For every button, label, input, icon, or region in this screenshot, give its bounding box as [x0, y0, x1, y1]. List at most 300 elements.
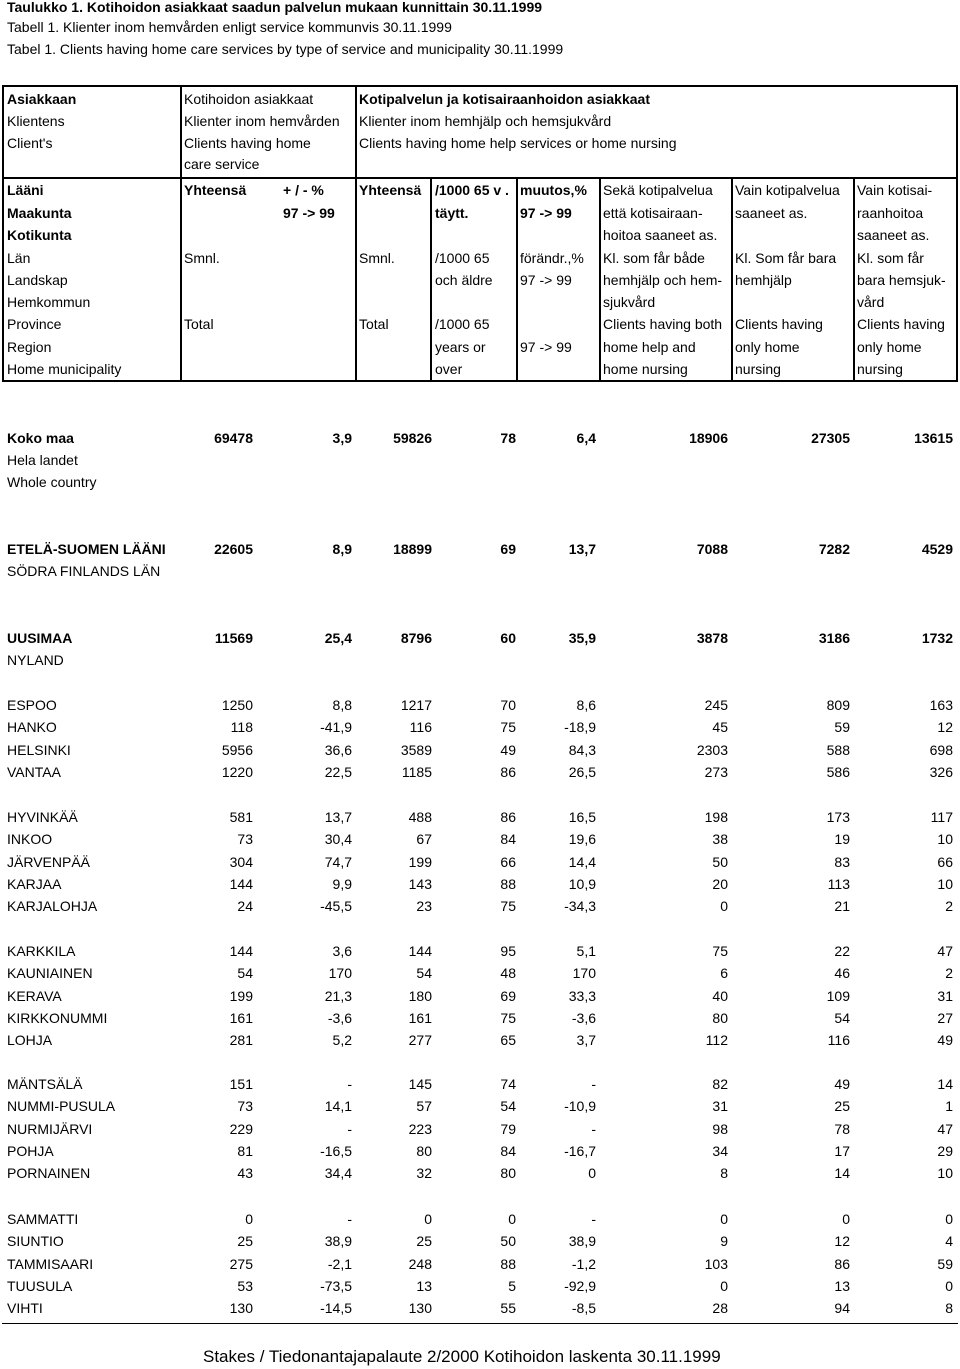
row-value: 60: [500, 630, 516, 646]
subheader-cell: Home municipality: [7, 361, 122, 377]
table-cell: 1250: [221, 697, 253, 713]
footer-border: [2, 1323, 958, 1324]
table-cell: 6: [720, 965, 728, 982]
table-cell: 118: [230, 719, 253, 736]
table-row-label: HELSINKI: [7, 741, 71, 758]
table-cell: 161: [229, 1009, 253, 1026]
table-cell: 50: [500, 1233, 516, 1250]
header-left-border: [2, 85, 4, 382]
table-cell: 38,9: [324, 1233, 352, 1250]
table-cell: 19,6: [568, 831, 596, 848]
table-cell: 13,7: [324, 809, 352, 825]
subheader-cell: Hemkommun: [7, 294, 91, 310]
subheader-cell: muutos,%: [520, 182, 587, 198]
table-cell: 79: [500, 1120, 516, 1137]
table-cell: 1: [945, 1098, 953, 1115]
table-cell: 2: [945, 965, 953, 982]
table-cell: 88: [500, 1255, 516, 1272]
table-cell: 1220: [221, 763, 253, 780]
subheader-cell: /1000 65: [435, 316, 490, 332]
table-cell: 86: [500, 763, 516, 780]
row-value: 22605: [214, 541, 253, 557]
table-cell: 173: [826, 809, 850, 825]
table-cell: 2: [945, 898, 953, 915]
subheader-cell: Kotikunta: [7, 227, 72, 243]
subheader-cell: Yhteensä: [184, 182, 247, 198]
table-cell: -: [591, 1211, 596, 1227]
row-value: 3,9: [332, 430, 352, 446]
table-cell: 9: [720, 1233, 728, 1250]
row-value: 13615: [914, 430, 953, 446]
table-cell: 0: [945, 1277, 953, 1294]
table-cell: -16,5: [320, 1142, 352, 1159]
table-cell: 10: [937, 1165, 953, 1182]
table-cell: 54: [834, 1009, 850, 1026]
table-cell: 103: [704, 1255, 728, 1272]
table-cell: 86: [500, 809, 516, 825]
subheader-cell: Total: [184, 316, 214, 332]
table-cell: 10: [937, 875, 953, 892]
table-cell: 8: [720, 1165, 728, 1182]
subheader-cell: Vain kotipalvelua: [735, 182, 840, 198]
table-cell: 0: [508, 1211, 516, 1227]
subheader-cell: Kl. Som får bara: [735, 250, 837, 266]
table-cell: 116: [827, 1032, 850, 1049]
table-cell: -14,5: [320, 1300, 352, 1317]
table-cell: 5956: [221, 741, 253, 758]
header-bottom-border: [2, 380, 958, 382]
row-value: 18899: [393, 541, 432, 557]
table-cell: 0: [720, 1211, 728, 1227]
table-row-label: SAMMATTI: [7, 1211, 79, 1227]
subheader-cell: och äldre: [435, 272, 493, 288]
subheader-cell: saaneet as.: [735, 205, 808, 221]
table-cell: 275: [229, 1255, 253, 1272]
table-cell: 47: [937, 1120, 953, 1137]
table-row-label: ESPOO: [7, 697, 57, 713]
table-cell: 3,6: [332, 943, 352, 959]
subheader-cell: Vain kotisai-: [857, 182, 933, 198]
table-cell: -3,6: [571, 1009, 596, 1026]
header-services-en: Clients having home help services or home nursing: [359, 135, 677, 151]
table-cell: 78: [834, 1120, 850, 1137]
table-row-label: VANTAA: [7, 763, 61, 780]
table-cell: 29: [937, 1142, 953, 1159]
subheader-cell: home nursing: [603, 361, 688, 377]
table-cell: 0: [588, 1165, 596, 1182]
table-row-label: VIHTI: [7, 1300, 43, 1317]
table-cell: 8,6: [576, 697, 596, 713]
subheader-cell: /1000 65 v .: [435, 182, 509, 198]
table-cell: 48: [500, 965, 516, 982]
row-sublabel: Hela landet: [7, 452, 78, 468]
table-cell: 80: [500, 1165, 516, 1182]
row-value: 35,9: [568, 630, 596, 646]
header-client-label-sv: Klientens: [7, 113, 65, 129]
table-cell: 66: [937, 853, 953, 870]
table-cell: 0: [842, 1211, 850, 1227]
table-cell: 170: [328, 965, 352, 982]
table-cell: 488: [408, 809, 432, 825]
subheader-cell: Yhteensä: [359, 182, 422, 198]
table-cell: 12: [834, 1233, 850, 1250]
table-cell: 49: [834, 1076, 850, 1092]
table-cell: 117: [930, 809, 953, 825]
table-cell: -2,1: [327, 1255, 352, 1272]
table-cell: 31: [937, 987, 953, 1004]
table-cell: 698: [929, 741, 953, 758]
header-homecare-fi: Kotihoidon asiakkaat: [184, 91, 314, 107]
header-divider-1: [180, 85, 182, 382]
table-cell: 84: [500, 831, 516, 848]
table-cell: 112: [705, 1032, 728, 1049]
table-cell: 40: [712, 987, 728, 1004]
table-cell: 4: [945, 1233, 953, 1250]
table-cell: 70: [500, 697, 516, 713]
row-value: 3878: [696, 630, 728, 646]
table-cell: 80: [712, 1009, 728, 1026]
table-cell: 3589: [400, 741, 432, 758]
table-cell: -: [347, 1120, 352, 1137]
table-cell: 49: [937, 1032, 953, 1049]
table-cell: 75: [500, 719, 516, 736]
table-cell: 43: [237, 1165, 253, 1182]
table-cell: 14,1: [324, 1098, 352, 1115]
table-cell: 86: [834, 1255, 850, 1272]
subheader-cell: 97 -> 99: [520, 205, 572, 221]
table-cell: 36,6: [324, 741, 352, 758]
table-cell: 130: [229, 1300, 253, 1317]
subheader-cell: + / - %: [283, 182, 324, 198]
table-cell: 14: [834, 1165, 850, 1182]
table-cell: 248: [408, 1255, 432, 1272]
row-label: UUSIMAA: [7, 630, 73, 646]
table-cell: 88: [500, 875, 516, 892]
table-cell: 46: [834, 965, 850, 982]
table-cell: -: [347, 1211, 352, 1227]
table-cell: 5,1: [576, 943, 596, 959]
subheader-cell: vård: [857, 294, 885, 310]
table-row-label: KARKKILA: [7, 943, 76, 959]
table-cell: 1217: [400, 697, 432, 713]
table-cell: 0: [945, 1211, 953, 1227]
table-cell: 21,3: [324, 987, 352, 1004]
table-cell: 74: [500, 1076, 516, 1092]
table-cell: 10,9: [568, 875, 596, 892]
table-cell: 38: [712, 831, 728, 848]
table-cell: 8,8: [332, 697, 352, 713]
table-cell: 80: [416, 1142, 432, 1159]
table-cell: 84,3: [568, 741, 596, 758]
subheader-cell: hemhjälp: [735, 272, 792, 288]
table-cell: -8,5: [571, 1300, 596, 1317]
table-cell: 23: [416, 898, 432, 915]
table-cell: 0: [720, 898, 728, 915]
header-homecare-en-2: care service: [184, 156, 260, 172]
table-cell: 98: [712, 1120, 728, 1137]
subheader-cell: hemhjälp och hem-: [603, 272, 723, 288]
header-right-border: [956, 85, 958, 382]
table-cell: 67: [416, 831, 432, 848]
row-label: Koko maa: [7, 430, 74, 446]
table-cell: 588: [826, 741, 850, 758]
table-cell: 20: [712, 875, 728, 892]
table-cell: 34: [712, 1142, 728, 1159]
table-title-fi: Taulukko 1. Kotihoidon asiakkaat saadun palvelun mukaan kunnittain 30.11.1999: [7, 0, 543, 15]
subheader-cell: Region: [7, 339, 52, 355]
subheader-cell: Sekä kotipalvelua: [603, 182, 713, 198]
table-cell: 95: [500, 943, 516, 959]
table-cell: 32: [416, 1165, 432, 1182]
table-cell: 59: [834, 719, 850, 736]
table-cell: 94: [834, 1300, 850, 1317]
table-cell: 170: [572, 965, 596, 982]
table-row-label: TAMMISAARI: [7, 1255, 94, 1272]
row-sublabel: Whole country: [7, 474, 97, 490]
table-cell: 180: [408, 987, 432, 1004]
table-cell: 144: [408, 943, 432, 959]
table-cell: 27: [937, 1009, 953, 1026]
table-cell: 10: [937, 831, 953, 848]
row-value: 7282: [818, 541, 850, 557]
table-cell: 5,2: [332, 1032, 352, 1049]
table-row-label: KARJALOHJA: [7, 898, 98, 915]
table-cell: 229: [229, 1120, 253, 1137]
table-cell: 273: [704, 763, 728, 780]
subheader-cell: nursing: [857, 361, 903, 377]
table-cell: -92,9: [564, 1277, 596, 1294]
table-cell: 75: [500, 1009, 516, 1026]
subheader-cell: 97 -> 99: [520, 339, 572, 355]
row-value: 7088: [696, 541, 728, 557]
table-row-label: SIUNTIO: [7, 1233, 64, 1250]
table-cell: 83: [834, 853, 850, 870]
table-cell: 73: [237, 831, 253, 848]
table-row-label: HYVINKÄÄ: [7, 809, 78, 825]
table-cell: 0: [720, 1277, 728, 1294]
table-cell: -: [591, 1120, 596, 1137]
table-cell: 25: [416, 1233, 432, 1250]
subheader-cell: förändr.,%: [520, 250, 584, 266]
subheader-cell: Län: [7, 250, 31, 266]
table-cell: 281: [229, 1032, 253, 1049]
header-client-label-fi: Asiakkaan: [7, 91, 77, 107]
table-cell: 14: [937, 1076, 953, 1092]
table-cell: 65: [500, 1032, 516, 1049]
table-cell: 34,4: [324, 1165, 352, 1182]
subheader-cell: 97 -> 99: [520, 272, 572, 288]
table-cell: 245: [704, 697, 728, 713]
table-cell: -34,3: [564, 898, 596, 915]
subheader-cell: years or: [435, 339, 486, 355]
table-row-label: TUUSULA: [7, 1277, 73, 1294]
row-value: 27305: [811, 430, 850, 446]
table-cell: 57: [416, 1098, 432, 1115]
subheader-cell: 97 -> 99: [283, 205, 335, 221]
table-cell: 809: [826, 697, 850, 713]
table-row-label: LOHJA: [7, 1032, 53, 1049]
header-divider-4: [516, 177, 518, 382]
row-value: 8,9: [332, 541, 352, 557]
table-cell: -45,5: [320, 898, 352, 915]
table-cell: 69: [500, 987, 516, 1004]
row-label: ETELÄ-SUOMEN LÄÄNI: [7, 541, 166, 557]
table-cell: 50: [712, 853, 728, 870]
table-cell: 22: [834, 943, 850, 959]
subheader-cell: Province: [7, 316, 62, 332]
row-value: 6,4: [576, 430, 596, 446]
header-top-border: [2, 85, 958, 87]
table-cell: 326: [929, 763, 953, 780]
header-divider-5: [599, 177, 601, 382]
table-cell: 22,5: [324, 763, 352, 780]
table-cell: -18,9: [564, 719, 596, 736]
subheader-cell: Kl. som får: [857, 250, 924, 266]
table-cell: 199: [229, 987, 253, 1004]
table-cell: 30,4: [324, 831, 352, 848]
subheader-cell: raanhoitoa: [857, 205, 924, 221]
table-cell: 13: [416, 1277, 432, 1294]
table-cell: 0: [245, 1211, 253, 1227]
table-cell: 53: [237, 1277, 253, 1294]
table-cell: -3,6: [327, 1009, 352, 1026]
row-value: 69478: [214, 430, 253, 446]
table-cell: 75: [712, 943, 728, 959]
table-cell: 144: [229, 875, 253, 892]
subheader-cell: over: [435, 361, 463, 377]
table-cell: 113: [827, 875, 850, 892]
header-homecare-en-1: Clients having home: [184, 135, 311, 151]
table-cell: 25: [834, 1098, 850, 1115]
table-cell: 3,7: [576, 1032, 596, 1049]
table-cell: 38,9: [568, 1233, 596, 1250]
table-cell: 161: [408, 1009, 432, 1026]
row-value: 13,7: [568, 541, 596, 557]
table-cell: 66: [500, 853, 516, 870]
table-row-label: NUMMI-PUSULA: [7, 1098, 116, 1115]
table-cell: -16,7: [564, 1142, 596, 1159]
table-cell: 31: [712, 1098, 728, 1115]
row-value: 18906: [689, 430, 728, 446]
table-cell: 199: [408, 853, 432, 870]
subheader-cell: täytt.: [435, 205, 469, 221]
table-title-sv: Tabell 1. Klienter inom hemvården enligt service kommunvis 30.11.1999: [7, 19, 452, 35]
table-cell: 75: [500, 898, 516, 915]
subheader-cell: Kl. som får både: [603, 250, 705, 266]
table-row-label: HANKO: [7, 719, 57, 736]
table-cell: 49: [500, 741, 516, 758]
table-cell: 163: [929, 697, 953, 713]
table-cell: 151: [229, 1076, 253, 1092]
row-value: 8796: [400, 630, 432, 646]
table-cell: 12: [937, 719, 953, 736]
table-cell: 2303: [696, 741, 728, 758]
subheader-cell: Total: [359, 316, 389, 332]
subheader-cell: nursing: [735, 361, 781, 377]
header-services-sv: Klienter inom hemhjälp och hemsjukvård: [359, 113, 612, 129]
table-cell: -1,2: [571, 1255, 596, 1272]
row-value: 11569: [214, 630, 253, 646]
table-cell: 130: [408, 1300, 432, 1317]
header-services-fi: Kotipalvelun ja kotisairaanhoidon asiakkaat: [359, 91, 650, 107]
row-value: 4529: [921, 541, 953, 557]
table-cell: 33,3: [568, 987, 596, 1004]
table-cell: 1185: [401, 763, 432, 780]
subheader-cell: että kotisairaan-: [603, 205, 703, 221]
table-cell: 14,4: [568, 853, 596, 870]
row-value: 3186: [818, 630, 850, 646]
header-divider-7: [853, 177, 855, 382]
table-cell: 5: [508, 1277, 516, 1294]
subheader-cell: home help and: [603, 339, 696, 355]
table-cell: 277: [408, 1032, 432, 1049]
table-cell: 59: [937, 1255, 953, 1272]
table-cell: 54: [416, 965, 432, 982]
table-cell: 198: [704, 809, 728, 825]
subheader-cell: Lääni: [7, 182, 44, 198]
row-value: 1732: [921, 630, 953, 646]
row-value: 59826: [393, 430, 432, 446]
row-sublabel: SÖDRA FINLANDS LÄN: [7, 563, 161, 579]
table-row-label: PORNAINEN: [7, 1165, 91, 1182]
header-divider-2: [355, 85, 357, 382]
table-row-label: KAUNIAINEN: [7, 965, 93, 982]
subheader-cell: Maakunta: [7, 205, 72, 221]
table-row-label: KERAVA: [7, 987, 62, 1004]
header-divider-6: [731, 177, 733, 382]
table-cell: 586: [826, 763, 850, 780]
row-value: 25,4: [324, 630, 352, 646]
table-cell: 0: [424, 1211, 432, 1227]
table-cell: 13: [834, 1277, 850, 1294]
table-cell: 143: [408, 875, 432, 892]
table-cell: 26,5: [568, 763, 596, 780]
table-cell: -: [347, 1076, 352, 1092]
header-homecare-sv: Klienter inom hemvården: [184, 113, 340, 129]
table-cell: 54: [237, 965, 253, 982]
table-cell: -10,9: [564, 1098, 596, 1115]
subheader-cell: Clients having: [735, 316, 823, 332]
header-client-label-en: Client's: [7, 135, 53, 151]
table-row-label: NURMIJÄRVI: [7, 1120, 93, 1137]
subheader-cell: only home: [857, 339, 922, 355]
subheader-cell: only home: [735, 339, 800, 355]
header-mid-border: [2, 177, 958, 179]
subheader-cell: bara hemsjuk-: [857, 272, 946, 288]
subheader-cell: /1000 65: [435, 250, 490, 266]
subheader-cell: hoitoa saaneet as.: [603, 227, 718, 243]
table-cell: 24: [237, 898, 253, 915]
subheader-cell: sjukvård: [603, 294, 656, 310]
table-title-en: Tabel 1. Clients having home care services by type of service and municipality 30.11.1999: [7, 41, 564, 57]
table-cell: 25: [237, 1233, 253, 1250]
table-cell: 19: [834, 831, 850, 848]
subheader-cell: saaneet as.: [857, 227, 930, 243]
row-sublabel: NYLAND: [7, 652, 64, 668]
table-cell: 9,9: [332, 875, 352, 892]
source-footer: Stakes / Tiedonantajapalaute 2/2000 Kotihoidon laskenta 30.11.1999: [203, 1347, 721, 1366]
row-value: 69: [500, 541, 516, 557]
subheader-cell: Landskap: [7, 272, 68, 288]
table-cell: -41,9: [320, 719, 352, 736]
subheader-cell: Smnl.: [184, 250, 220, 266]
table-cell: 17: [834, 1142, 850, 1159]
table-cell: 16,5: [568, 809, 596, 825]
table-cell: 304: [229, 853, 253, 870]
table-cell: 82: [712, 1076, 728, 1092]
subheader-cell: Smnl.: [359, 250, 395, 266]
header-divider-3: [430, 177, 432, 382]
